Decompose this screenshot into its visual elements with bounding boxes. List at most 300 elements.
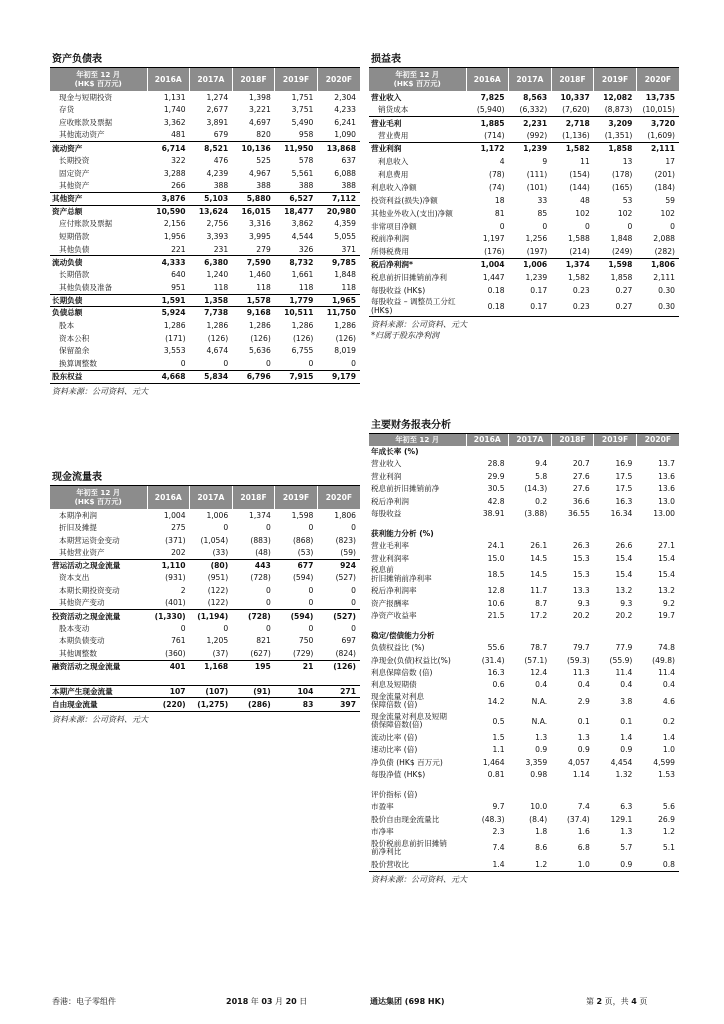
cell-value: 14.5 [530, 553, 548, 563]
cell-value: 13 [622, 157, 633, 167]
year-header: 2016A [147, 486, 190, 509]
row-label: 换算调整数 [59, 358, 97, 368]
cell-value: 0.23 [572, 286, 590, 295]
cell-value: 1.3 [535, 732, 548, 742]
cell-value: 0.8 [662, 859, 675, 869]
page-number: 2 [596, 997, 603, 1006]
row-label: 营业利润率 [371, 553, 409, 563]
table-row [50, 332, 360, 345]
cell-value: 74.8 [658, 643, 675, 653]
table-row [50, 319, 360, 332]
cell-value: 85 [537, 208, 548, 218]
row-label: 负债总额 [50, 307, 147, 320]
cell-value: 18,477 [275, 205, 318, 218]
cell-value: 1,578 [232, 294, 275, 307]
row-label: 税后净利润率 [371, 586, 417, 596]
cell-value: 27.6 [572, 471, 590, 481]
table-row [50, 129, 360, 142]
row-label: 存货 [59, 105, 75, 115]
cell-value: 2,111 [653, 273, 675, 283]
cell-value: (728) [250, 573, 271, 583]
cell-value: (107) [190, 685, 233, 698]
cell-value: 0 [308, 598, 314, 608]
source-note: 资料来源：公司资料、元大 [50, 383, 360, 397]
section-heading-label: 稳定/偿债能力分析 [371, 631, 435, 641]
table-row [50, 269, 360, 282]
cell-value: 118 [213, 282, 229, 292]
cell-value: 16.3 [487, 668, 505, 678]
cell-value: 26.1 [530, 541, 548, 551]
cell-value: 525 [256, 155, 271, 165]
cell-value: 29.9 [487, 471, 505, 481]
cell-value: 17 [665, 157, 675, 167]
year-header: 2019F [594, 434, 637, 446]
cell-value: 5,834 [190, 370, 233, 383]
cell-value: (122) [207, 586, 229, 596]
date-year: 2018 [226, 997, 249, 1006]
cell-value: (74) [489, 182, 505, 192]
cell-value: 7,825 [480, 92, 505, 102]
cell-value: 0 [351, 523, 356, 533]
cell-value: 0.1 [577, 716, 590, 726]
cell-value: 0.23 [572, 301, 590, 311]
cell-value: (401) [165, 598, 186, 608]
cell-value: 1,286 [249, 320, 271, 330]
row-label: 速动比率 (倍) [371, 745, 418, 755]
cell-value: 13.6 [658, 484, 675, 494]
cell-value: 102 [660, 208, 675, 218]
row-label: 现金与短期投资 [59, 92, 113, 102]
row-label: 市盈率 [371, 802, 394, 812]
cell-value: 15.4 [658, 553, 675, 563]
cell-value [190, 673, 233, 686]
cell-value: 1,806 [334, 510, 356, 520]
cell-value: 2,088 [653, 234, 675, 244]
row-label: 股价自由现金流量比 [371, 814, 440, 824]
table-row [50, 572, 360, 585]
cell-value: 0 [542, 221, 548, 231]
cell-value: 0 [351, 598, 356, 608]
table-row [50, 281, 360, 294]
cell-value: 12,082 [603, 92, 633, 102]
cell-value: 0.4 [535, 680, 548, 690]
section-spacer [369, 520, 679, 528]
cell-value: 1,374 [249, 510, 271, 520]
cell-value: 5.7 [620, 843, 633, 853]
cell-value: N.A. [531, 716, 548, 726]
cell-value: 1,582 [551, 143, 594, 156]
cell-value: 275 [171, 523, 186, 533]
row-label: 营业收入 [371, 459, 402, 469]
year-header: 2017A [509, 434, 552, 446]
cell-value: 3,751 [291, 105, 314, 115]
table-row [369, 117, 679, 130]
cell-value: 5.6 [662, 802, 675, 812]
cell-value: 0 [180, 358, 186, 368]
table-row [50, 142, 360, 155]
cell-value: 1,661 [291, 270, 314, 280]
cell-value: 231 [213, 244, 229, 254]
cell-value: (1,330) [147, 610, 190, 623]
year-header: 2019F [594, 68, 637, 91]
cell-value: 1,398 [249, 92, 271, 102]
cell-value: 1.32 [615, 770, 633, 780]
cell-value: (48.3) [481, 814, 505, 824]
cell-value: 371 [341, 244, 356, 254]
cell-value: 1.53 [658, 770, 675, 780]
income-statement-panel [369, 54, 679, 341]
cell-value: 0.18 [487, 301, 505, 311]
cell-value: (55.9) [609, 655, 633, 665]
row-label: 净现金(负债)权益比(%) [371, 655, 451, 665]
cell-value: 0 [351, 623, 356, 633]
cell-value: 79.7 [572, 643, 590, 653]
cell-value: 9,179 [317, 370, 360, 383]
cell-value [275, 673, 318, 686]
cell-value: 10,337 [560, 92, 590, 102]
cell-value: 1,598 [291, 510, 314, 520]
cell-value: 637 [341, 155, 356, 165]
cell-value: 4,359 [334, 219, 356, 229]
row-label: 税后净利润* [369, 259, 466, 272]
cell-value: 1.2 [535, 859, 548, 869]
source-note: 资料来源：公司资料、元大 [50, 711, 360, 725]
cell-value: 5,924 [147, 307, 190, 320]
cell-value: 4,239 [206, 168, 229, 178]
cell-value: 38.91 [482, 508, 505, 518]
cell-value: (80) [190, 559, 233, 572]
cell-value: 195 [232, 660, 275, 673]
cell-value: 1,090 [334, 130, 356, 140]
row-label: 长期投资 [59, 155, 90, 165]
cell-value: 14.2 [487, 696, 505, 706]
cell-value: 21 [275, 660, 318, 673]
cell-value: 16.9 [615, 459, 633, 469]
cell-value: (126) [292, 333, 314, 343]
row-label: 折旧及摊提 [59, 523, 97, 533]
cell-value: (178) [611, 169, 633, 179]
row-label: 投资利益(损失)净额 [371, 195, 438, 205]
cell-value: (360) [165, 648, 186, 658]
cell-value: 0.30 [658, 286, 675, 295]
cell-value: 2,111 [636, 143, 679, 156]
cell-value: 15.3 [572, 553, 590, 563]
cell-value: 11,750 [317, 307, 360, 320]
cell-value: 1.8 [535, 827, 548, 837]
cell-value: 18 [494, 195, 505, 205]
cell-value: (714) [484, 131, 505, 141]
cell-value: (197) [526, 247, 548, 257]
cell-value: 17.5 [615, 471, 633, 481]
cell-value: (53) [297, 548, 314, 558]
cell-value: 12.4 [530, 668, 548, 678]
cell-value: 3,891 [206, 117, 229, 127]
source-note: 资料来源：公司资料、元大 [369, 316, 679, 330]
row-label: 其他资产变动 [59, 598, 105, 608]
row-label: 营业利润 [371, 471, 402, 481]
cell-value: 1,848 [610, 234, 633, 244]
table-row [369, 679, 679, 691]
cell-value: 78.7 [530, 643, 548, 653]
cell-value: 15.4 [658, 569, 675, 579]
table-row [50, 534, 360, 547]
cell-value: 7,915 [275, 370, 318, 383]
table-row [50, 622, 360, 635]
footer-page [586, 996, 647, 1007]
cell-value: 24.1 [487, 541, 505, 551]
year-header: 2016A [147, 68, 190, 91]
year-header: 2017A [190, 68, 233, 91]
page-total: 4 [631, 997, 637, 1006]
section-heading [369, 528, 679, 540]
cell-value: 10,511 [275, 307, 318, 320]
row-label [50, 673, 147, 686]
cell-value: 4,674 [206, 346, 229, 356]
cell-value: 2,677 [206, 105, 229, 115]
cell-value: 3.8 [620, 696, 633, 706]
table-row [369, 642, 679, 654]
cell-value: 77.9 [615, 643, 633, 653]
cell-value: (594) [292, 573, 314, 583]
table-row [50, 648, 360, 661]
cell-value: 266 [171, 181, 186, 191]
cell-value: 2,756 [206, 219, 229, 229]
cell-value: 13.0 [658, 496, 675, 506]
cell-value: 0 [265, 623, 271, 633]
row-label: 现金流量对利息及短期 债保障倍数(倍) [371, 712, 447, 730]
page-text: 页，共 [602, 997, 632, 1006]
row-label: 固定资产 [59, 168, 90, 178]
cell-value: 6,796 [232, 370, 275, 383]
cell-value: 118 [256, 282, 271, 292]
ratios-panel [369, 420, 679, 885]
cell-value: 279 [256, 244, 271, 254]
cell-value: 1,848 [334, 270, 356, 280]
row-label: 每股净值 (HK$) [371, 770, 426, 780]
table-row [50, 559, 360, 572]
cell-value: 3,359 [525, 757, 548, 767]
table-row [369, 565, 679, 585]
cell-value: 0 [223, 523, 229, 533]
cell-value: 1,197 [482, 234, 505, 244]
table-row [369, 508, 679, 520]
cell-value: 59 [665, 195, 675, 205]
cell-value: (184) [654, 182, 675, 192]
row-label: 利息收入 [378, 157, 409, 167]
cell-value: (220) [147, 698, 190, 711]
cell-value: (126) [317, 660, 360, 673]
footer-section: 香港：电子零组件 [52, 997, 116, 1006]
table-row [369, 552, 679, 564]
cell-value: (111) [526, 169, 548, 179]
cell-value: 388 [256, 181, 271, 191]
cell-value: 3,553 [163, 346, 186, 356]
cell-value: 7,738 [190, 307, 233, 320]
row-label: 其他流动资产 [59, 130, 105, 140]
row-label: 税息前 折旧摊销前净利率 [371, 565, 432, 583]
cell-value: 1,110 [147, 559, 190, 572]
cell-value: 30.5 [487, 484, 505, 494]
year-header: 2020F [317, 68, 360, 91]
cell-value: 1,582 [568, 273, 590, 283]
table-row [369, 756, 679, 768]
cell-value: 0.4 [620, 680, 633, 690]
cell-value: (883) [250, 535, 271, 545]
cell-value: 1,240 [206, 270, 229, 280]
cell-value: 15.0 [487, 553, 505, 563]
row-label: 利息保障倍数 (倍) [371, 668, 433, 678]
cell-value: (1,136) [562, 131, 590, 141]
cell-value: 1,591 [147, 294, 190, 307]
income-statement-rows [369, 91, 679, 316]
cell-value: 1,740 [163, 105, 186, 115]
row-label: 流动负债 [50, 256, 147, 269]
row-label: 税前净利润 [371, 234, 409, 244]
cell-value: 1.0 [662, 745, 675, 755]
table-row [369, 540, 679, 552]
cell-value: 0.6 [492, 680, 505, 690]
cell-value: 750 [298, 636, 314, 646]
cell-value: (728) [232, 610, 275, 623]
cell-value: (1,351) [604, 131, 633, 141]
ratios-table [369, 434, 679, 871]
cell-value: 5.1 [662, 843, 675, 853]
cell-value: 8,521 [190, 142, 233, 155]
cell-value: 0.98 [530, 770, 548, 780]
cell-value: 6,714 [147, 142, 190, 155]
cell-value: (992) [526, 131, 548, 141]
cell-value: 0.9 [577, 745, 590, 755]
cell-value: 20.7 [572, 459, 590, 469]
section-heading-label: 评价指标 (倍) [371, 790, 418, 800]
cell-value: 0.9 [535, 745, 548, 755]
cell-value: 1,358 [190, 294, 233, 307]
table-row [369, 259, 679, 272]
cell-value: 0 [265, 358, 271, 368]
cell-value: 1,286 [206, 320, 229, 330]
cell-value: (154) [569, 169, 590, 179]
cell-value: 20,980 [317, 205, 360, 218]
cell-value: 1,956 [163, 232, 186, 242]
date-day: 20 [285, 997, 297, 1006]
cell-value [232, 673, 275, 686]
cell-value: (1,194) [190, 610, 233, 623]
cell-value: (10,015) [642, 105, 675, 115]
cell-value: 0 [308, 523, 314, 533]
table-row [369, 610, 679, 622]
cell-value: (1,054) [200, 535, 229, 545]
cell-value: 202 [171, 548, 186, 558]
cell-value: (7,620) [562, 105, 590, 115]
cell-value: 821 [256, 636, 271, 646]
table-row [369, 711, 679, 731]
cell-value: 326 [298, 244, 314, 254]
row-label: 投资活动之现金流量 [50, 610, 147, 623]
row-label: 短期借款 [59, 232, 90, 242]
cell-value: 7.4 [492, 843, 505, 853]
cell-value: 1.2 [662, 827, 675, 837]
cell-value: 11,950 [275, 142, 318, 155]
cell-value: 2,304 [334, 92, 356, 102]
year-header: 2020F [636, 68, 679, 91]
cell-value: 26.6 [615, 541, 633, 551]
cell-value: 102 [617, 208, 633, 218]
cell-value: 14.5 [530, 569, 548, 579]
cell-value: 8,019 [334, 346, 356, 356]
ratios-rows [369, 446, 679, 871]
row-label: 其他营业资产 [59, 548, 105, 558]
cell-value: 26.9 [658, 814, 675, 824]
cell-value: 481 [171, 130, 186, 140]
table-row [50, 294, 360, 307]
date-sep: 日 [296, 997, 308, 1006]
cell-value: 6,380 [190, 256, 233, 269]
section-spacer [369, 622, 679, 630]
table-row [50, 585, 360, 598]
footer-company: 通达集团 (698 HK) [370, 997, 445, 1006]
cell-value: 401 [147, 660, 190, 673]
cell-value: (176) [484, 247, 505, 257]
cell-value: 4,599 [653, 757, 675, 767]
cell-value: 0.17 [530, 301, 548, 311]
cell-value: (59.3) [566, 655, 590, 665]
table-row [369, 826, 679, 838]
cell-value: 2 [180, 586, 186, 596]
cell-value: (171) [165, 333, 186, 343]
cell-value: 4,454 [610, 757, 633, 767]
table-row [369, 194, 679, 207]
cell-value: 102 [575, 208, 590, 218]
cell-value: 0 [670, 221, 675, 231]
year-header: 2016A [466, 434, 509, 446]
cell-value: 8,732 [275, 256, 318, 269]
row-label: 股东权益 [50, 370, 147, 383]
cell-value: 640 [171, 270, 186, 280]
balance-sheet-table [50, 68, 360, 383]
cell-value: 104 [275, 685, 318, 698]
income-statement-table [369, 68, 679, 316]
cell-value: (3.88) [524, 508, 548, 518]
cell-value: 0.4 [662, 680, 675, 690]
cell-value: 1,004 [466, 259, 509, 272]
cash-flow-panel [50, 472, 360, 725]
cell-value [147, 673, 190, 686]
cell-value: 13.2 [658, 586, 675, 596]
row-label: 本期营运资金变动 [59, 535, 120, 545]
cell-value: 476 [213, 155, 229, 165]
cell-value: 4,333 [147, 256, 190, 269]
table-row [369, 271, 679, 284]
row-label: 每股收益 – 调整员工分红 (HK$) [371, 297, 456, 315]
header-label: 年初至 12 月 [369, 434, 466, 446]
cell-value: 21.5 [487, 610, 505, 620]
cell-value: 36.55 [568, 508, 590, 518]
cell-value: 3,862 [291, 219, 314, 229]
cell-value: (6,332) [519, 105, 548, 115]
cash-flow-title: 现金流量表 [50, 472, 360, 486]
cell-value: 11 [580, 157, 590, 167]
section-heading [369, 630, 679, 642]
cell-value: 4,233 [334, 105, 356, 115]
cell-value: 3,209 [594, 117, 637, 130]
year-header: 2017A [509, 68, 552, 91]
cell-value: (122) [207, 598, 229, 608]
cell-value: 3,316 [249, 219, 271, 229]
cell-value: 1,806 [636, 259, 679, 272]
cell-value: (48) [255, 548, 271, 558]
cell-value: 0 [308, 358, 314, 368]
cell-value: 19.7 [658, 610, 675, 620]
